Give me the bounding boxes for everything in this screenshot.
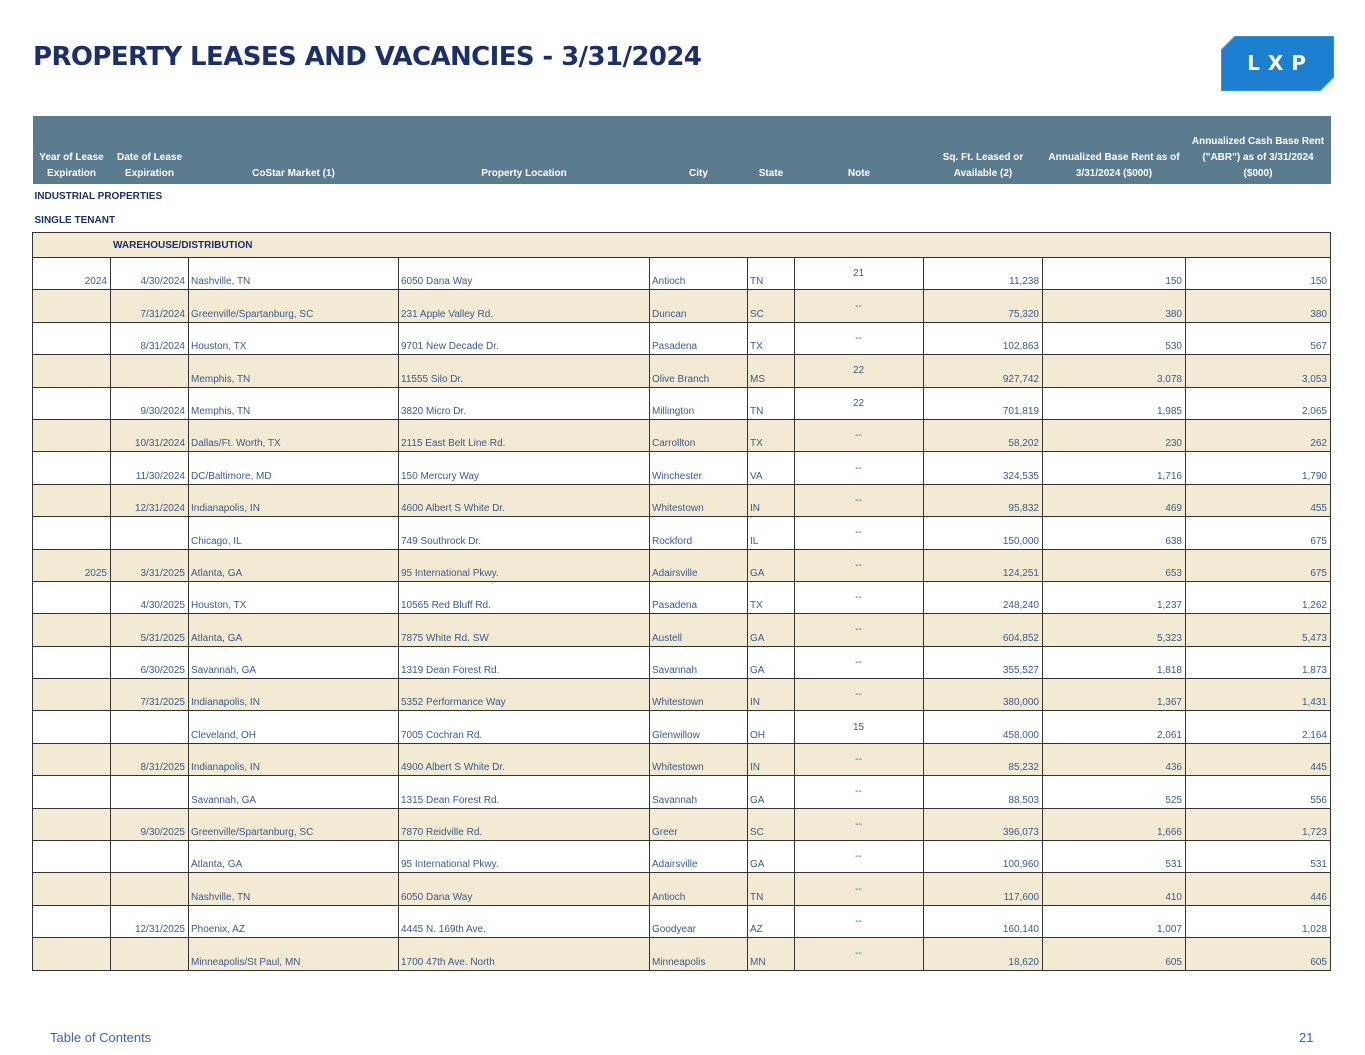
year-cell: 2024 xyxy=(33,258,111,290)
location-cell: 3820 Micro Dr. xyxy=(399,387,650,419)
state-cell: MS xyxy=(748,355,795,387)
table-row xyxy=(33,322,1331,354)
market-cell: Phoenix, AZ xyxy=(189,905,399,937)
city-cell: Austell xyxy=(650,614,748,646)
city-cell: Greer xyxy=(650,808,748,840)
sqft-cell: 380,000 xyxy=(924,679,1043,711)
col-abr-header: Annualized Base Rent as of 3/31/2024 ($000) xyxy=(1043,116,1186,184)
state-cell: IN xyxy=(748,484,795,516)
cash-abr-cell: 150 xyxy=(1186,258,1331,290)
location-cell: 7870 Reidville Rd. xyxy=(399,808,650,840)
sqft-cell: 18,620 xyxy=(924,938,1043,970)
date-cell: 8/31/2025 xyxy=(111,743,189,775)
market-cell: Atlanta, GA xyxy=(189,841,399,873)
city-cell: Adairsville xyxy=(650,841,748,873)
table-row xyxy=(33,517,1331,549)
market-cell: Indianapolis, IN xyxy=(189,743,399,775)
market-cell: Savannah, GA xyxy=(189,776,399,808)
note-cell: 21 xyxy=(795,258,924,290)
sqft-cell: 75,320 xyxy=(924,290,1043,322)
section-single-tenant-label: SINGLE TENANT xyxy=(33,208,1331,233)
year-cell xyxy=(33,841,111,873)
sqft-cell: 100,960 xyxy=(924,841,1043,873)
note-cell: -- xyxy=(795,581,924,613)
sqft-cell: 355,527 xyxy=(924,646,1043,678)
table-of-contents-link[interactable]: Table of Contents xyxy=(50,1030,152,1045)
abr-cell: 1,985 xyxy=(1043,387,1186,419)
market-cell: Houston, TX xyxy=(189,581,399,613)
note-cell: 22 xyxy=(795,387,924,419)
city-cell: Pasadena xyxy=(650,322,748,354)
table-row xyxy=(33,905,1331,937)
date-cell: 5/31/2025 xyxy=(111,614,189,646)
table-row xyxy=(33,873,1331,905)
table-row xyxy=(33,841,1331,873)
year-cell xyxy=(33,938,111,970)
header-row xyxy=(33,116,1331,184)
city-cell: Whitestown xyxy=(650,484,748,516)
state-cell: IN xyxy=(748,679,795,711)
location-cell: 1315 Dean Forest Rd. xyxy=(399,776,650,808)
lxp-logo xyxy=(1221,36,1334,91)
state-cell: GA xyxy=(748,776,795,808)
location-cell: 10565 Red Bluff Rd. xyxy=(399,581,650,613)
location-cell: 4600 Albert S White Dr. xyxy=(399,484,650,516)
location-cell: 749 Southrock Dr. xyxy=(399,517,650,549)
abr-cell: 1,666 xyxy=(1043,808,1186,840)
abr-cell: 469 xyxy=(1043,484,1186,516)
location-cell: 6050 Dana Way xyxy=(399,873,650,905)
cash-abr-cell: 3,053 xyxy=(1186,355,1331,387)
city-cell: Whitestown xyxy=(650,743,748,775)
page-number: 21 xyxy=(1299,1030,1314,1045)
date-cell: 7/31/2024 xyxy=(111,290,189,322)
location-cell: 5352 Performance Way xyxy=(399,679,650,711)
abr-cell: 1,007 xyxy=(1043,905,1186,937)
location-cell: 2115 East Belt Line Rd. xyxy=(399,419,650,451)
location-cell: 9701 New Decade Dr. xyxy=(399,322,650,354)
year-cell xyxy=(33,905,111,937)
cash-abr-cell: 380 xyxy=(1186,290,1331,322)
year-cell xyxy=(33,646,111,678)
table-row xyxy=(33,614,1331,646)
abr-cell: 1,237 xyxy=(1043,581,1186,613)
cash-abr-cell: 445 xyxy=(1186,743,1331,775)
state-cell: VA xyxy=(748,452,795,484)
cash-abr-cell: 556 xyxy=(1186,776,1331,808)
cash-abr-cell: 2,065 xyxy=(1186,387,1331,419)
cash-abr-cell: 446 xyxy=(1186,873,1331,905)
sqft-cell: 927,742 xyxy=(924,355,1043,387)
city-cell: Antioch xyxy=(650,873,748,905)
sqft-cell: 324,535 xyxy=(924,452,1043,484)
table-row xyxy=(33,581,1331,613)
table-row xyxy=(33,419,1331,451)
col-year-header: Year of Lease Expiration xyxy=(33,116,111,184)
page-title: PROPERTY LEASES AND VACANCIES - 3/31/2024 xyxy=(33,42,702,72)
table-row xyxy=(33,484,1331,516)
state-cell: OH xyxy=(748,711,795,743)
abr-cell: 653 xyxy=(1043,549,1186,581)
date-cell: 4/30/2024 xyxy=(111,258,189,290)
cash-abr-cell: 605 xyxy=(1186,938,1331,970)
logo-text: LXP xyxy=(1247,51,1314,75)
abr-cell: 1,818 xyxy=(1043,646,1186,678)
table-row xyxy=(33,290,1331,322)
city-cell: Whitestown xyxy=(650,679,748,711)
city-cell: Savannah xyxy=(650,776,748,808)
section-single-tenant xyxy=(33,208,1331,233)
year-cell xyxy=(33,808,111,840)
date-cell: 6/30/2025 xyxy=(111,646,189,678)
note-cell: -- xyxy=(795,646,924,678)
year-cell xyxy=(33,711,111,743)
location-cell: 1319 Dean Forest Rd. xyxy=(399,646,650,678)
state-cell: GA xyxy=(748,646,795,678)
note-cell: -- xyxy=(795,517,924,549)
leases-table xyxy=(32,116,1331,971)
city-cell: Carrollton xyxy=(650,419,748,451)
year-cell xyxy=(33,776,111,808)
note-cell: -- xyxy=(795,679,924,711)
date-cell xyxy=(111,776,189,808)
date-cell xyxy=(111,873,189,905)
location-cell: 11555 Silo Dr. xyxy=(399,355,650,387)
abr-cell: 531 xyxy=(1043,841,1186,873)
date-cell: 10/31/2024 xyxy=(111,419,189,451)
date-cell: 7/31/2025 xyxy=(111,679,189,711)
abr-cell: 525 xyxy=(1043,776,1186,808)
note-cell: -- xyxy=(795,808,924,840)
note-cell: -- xyxy=(795,776,924,808)
year-cell xyxy=(33,614,111,646)
state-cell: GA xyxy=(748,549,795,581)
market-cell: Atlanta, GA xyxy=(189,549,399,581)
cash-abr-cell: 567 xyxy=(1186,322,1331,354)
section-warehouse-label: WAREHOUSE/DISTRIBUTION xyxy=(33,233,1331,258)
state-cell: TN xyxy=(748,387,795,419)
sqft-cell: 604,852 xyxy=(924,614,1043,646)
location-cell: 7875 White Rd. SW xyxy=(399,614,650,646)
state-cell: SC xyxy=(748,808,795,840)
date-cell xyxy=(111,355,189,387)
section-industrial-label: INDUSTRIAL PROPERTIES xyxy=(33,184,1331,208)
table-row xyxy=(33,808,1331,840)
sqft-cell: 117,600 xyxy=(924,873,1043,905)
year-cell xyxy=(33,484,111,516)
col-note-header: Note xyxy=(795,116,924,184)
state-cell: AZ xyxy=(748,905,795,937)
city-cell: Pasadena xyxy=(650,581,748,613)
note-cell: -- xyxy=(795,743,924,775)
state-cell: TX xyxy=(748,419,795,451)
note-cell: 15 xyxy=(795,711,924,743)
year-cell xyxy=(33,679,111,711)
date-cell: 12/31/2025 xyxy=(111,905,189,937)
city-cell: Millington xyxy=(650,387,748,419)
state-cell: GA xyxy=(748,614,795,646)
col-date-header: Date of Lease Expiration xyxy=(111,116,189,184)
sqft-cell: 701,819 xyxy=(924,387,1043,419)
location-cell: 7005 Cochran Rd. xyxy=(399,711,650,743)
year-cell xyxy=(33,290,111,322)
table-row xyxy=(33,646,1331,678)
sqft-cell: 124,251 xyxy=(924,549,1043,581)
state-cell: MN xyxy=(748,938,795,970)
sqft-cell: 160,140 xyxy=(924,905,1043,937)
table-row xyxy=(33,743,1331,775)
state-cell: TX xyxy=(748,581,795,613)
city-cell: Duncan xyxy=(650,290,748,322)
col-state-header: State xyxy=(748,116,795,184)
table-row xyxy=(33,452,1331,484)
market-cell: Memphis, TN xyxy=(189,355,399,387)
market-cell: Greenville/Spartanburg, SC xyxy=(189,290,399,322)
date-cell xyxy=(111,841,189,873)
market-cell: Nashville, TN xyxy=(189,258,399,290)
year-cell xyxy=(33,452,111,484)
date-cell: 9/30/2024 xyxy=(111,387,189,419)
note-cell: -- xyxy=(795,549,924,581)
note-cell: -- xyxy=(795,614,924,646)
abr-cell: 230 xyxy=(1043,419,1186,451)
year-cell xyxy=(33,419,111,451)
city-cell: Rockford xyxy=(650,517,748,549)
location-cell: 95 International Pkwy. xyxy=(399,549,650,581)
col-city-header: City xyxy=(650,116,748,184)
cash-abr-cell: 675 xyxy=(1186,549,1331,581)
abr-cell: 410 xyxy=(1043,873,1186,905)
table-row xyxy=(33,549,1331,581)
table-row xyxy=(33,711,1331,743)
market-cell: Dallas/Ft. Worth, TX xyxy=(189,419,399,451)
table-row xyxy=(33,258,1331,290)
market-cell: Indianapolis, IN xyxy=(189,484,399,516)
note-cell: -- xyxy=(795,841,924,873)
cash-abr-cell: 455 xyxy=(1186,484,1331,516)
col-cash-abr-header: Annualized Cash Base Rent ("ABR") as of 3/31/2024 ($000) xyxy=(1186,116,1331,184)
abr-cell: 150 xyxy=(1043,258,1186,290)
cash-abr-cell: 1,431 xyxy=(1186,679,1331,711)
market-cell: Chicago, IL xyxy=(189,517,399,549)
col-location-header: Property Location xyxy=(399,116,650,184)
state-cell: TN xyxy=(748,873,795,905)
note-cell: -- xyxy=(795,419,924,451)
table-row xyxy=(33,355,1331,387)
state-cell: GA xyxy=(748,841,795,873)
table-row xyxy=(33,679,1331,711)
sqft-cell: 95,832 xyxy=(924,484,1043,516)
market-cell: DC/Baltimore, MD xyxy=(189,452,399,484)
abr-cell: 530 xyxy=(1043,322,1186,354)
year-cell xyxy=(33,581,111,613)
abr-cell: 3,078 xyxy=(1043,355,1186,387)
cash-abr-cell: 2,164 xyxy=(1186,711,1331,743)
market-cell: Greenville/Spartanburg, SC xyxy=(189,808,399,840)
date-cell: 11/30/2024 xyxy=(111,452,189,484)
abr-cell: 380 xyxy=(1043,290,1186,322)
abr-cell: 5,323 xyxy=(1043,614,1186,646)
cash-abr-cell: 1,028 xyxy=(1186,905,1331,937)
year-cell xyxy=(33,873,111,905)
date-cell: 9/30/2025 xyxy=(111,808,189,840)
note-cell: -- xyxy=(795,452,924,484)
abr-cell: 638 xyxy=(1043,517,1186,549)
table-row xyxy=(33,938,1331,970)
sqft-cell: 458,000 xyxy=(924,711,1043,743)
col-market-header: CoStar Market (1) xyxy=(189,116,399,184)
section-warehouse xyxy=(33,233,1331,258)
location-cell: 150 Mercury Way xyxy=(399,452,650,484)
cash-abr-cell: 1,262 xyxy=(1186,581,1331,613)
city-cell: Winchester xyxy=(650,452,748,484)
market-cell: Memphis, TN xyxy=(189,387,399,419)
abr-cell: 1,367 xyxy=(1043,679,1186,711)
location-cell: 1700 47th Ave. North xyxy=(399,938,650,970)
cash-abr-cell: 262 xyxy=(1186,419,1331,451)
market-cell: Minneapolis/St Paul, MN xyxy=(189,938,399,970)
city-cell: Adairsville xyxy=(650,549,748,581)
location-cell: 231 Apple Valley Rd. xyxy=(399,290,650,322)
cash-abr-cell: 531 xyxy=(1186,841,1331,873)
sqft-cell: 11,238 xyxy=(924,258,1043,290)
cash-abr-cell: 1,873 xyxy=(1186,646,1331,678)
section-industrial xyxy=(33,184,1331,208)
note-cell: -- xyxy=(795,290,924,322)
cash-abr-cell: 1,723 xyxy=(1186,808,1331,840)
note-cell: -- xyxy=(795,322,924,354)
city-cell: Minneapolis xyxy=(650,938,748,970)
sqft-cell: 85,232 xyxy=(924,743,1043,775)
location-cell: 4445 N. 169th Ave. xyxy=(399,905,650,937)
date-cell xyxy=(111,711,189,743)
sqft-cell: 150,000 xyxy=(924,517,1043,549)
note-cell: -- xyxy=(795,873,924,905)
location-cell: 95 International Pkwy. xyxy=(399,841,650,873)
note-cell: -- xyxy=(795,484,924,516)
market-cell: Houston, TX xyxy=(189,322,399,354)
date-cell xyxy=(111,938,189,970)
market-cell: Cleveland, OH xyxy=(189,711,399,743)
date-cell: 4/30/2025 xyxy=(111,581,189,613)
state-cell: TN xyxy=(748,258,795,290)
date-cell: 8/31/2024 xyxy=(111,322,189,354)
year-cell xyxy=(33,322,111,354)
note-cell: 22 xyxy=(795,355,924,387)
location-cell: 4900 Albert S White Dr. xyxy=(399,743,650,775)
cash-abr-cell: 1,790 xyxy=(1186,452,1331,484)
location-cell: 6050 Dana Way xyxy=(399,258,650,290)
date-cell: 3/31/2025 xyxy=(111,549,189,581)
sqft-cell: 102,863 xyxy=(924,322,1043,354)
city-cell: Goodyear xyxy=(650,905,748,937)
cash-abr-cell: 5,473 xyxy=(1186,614,1331,646)
market-cell: Savannah, GA xyxy=(189,646,399,678)
market-cell: Indianapolis, IN xyxy=(189,679,399,711)
sqft-cell: 248,240 xyxy=(924,581,1043,613)
market-cell: Nashville, TN xyxy=(189,873,399,905)
sqft-cell: 58,202 xyxy=(924,419,1043,451)
year-cell xyxy=(33,743,111,775)
date-cell: 12/31/2024 xyxy=(111,484,189,516)
sqft-cell: 396,073 xyxy=(924,808,1043,840)
note-cell: -- xyxy=(795,905,924,937)
abr-cell: 2,061 xyxy=(1043,711,1186,743)
date-cell xyxy=(111,517,189,549)
city-cell: Olive Branch xyxy=(650,355,748,387)
state-cell: SC xyxy=(748,290,795,322)
year-cell xyxy=(33,355,111,387)
city-cell: Antioch xyxy=(650,258,748,290)
year-cell: 2025 xyxy=(33,549,111,581)
abr-cell: 1,716 xyxy=(1043,452,1186,484)
abr-cell: 436 xyxy=(1043,743,1186,775)
state-cell: IN xyxy=(748,743,795,775)
state-cell: IL xyxy=(748,517,795,549)
abr-cell: 605 xyxy=(1043,938,1186,970)
note-cell: -- xyxy=(795,938,924,970)
year-cell xyxy=(33,387,111,419)
col-sqft-header: Sq. Ft. Leased or Available (2) xyxy=(924,116,1043,184)
year-cell xyxy=(33,517,111,549)
state-cell: TX xyxy=(748,322,795,354)
sqft-cell: 88,503 xyxy=(924,776,1043,808)
city-cell: Glenwillow xyxy=(650,711,748,743)
city-cell: Savannah xyxy=(650,646,748,678)
market-cell: Atlanta, GA xyxy=(189,614,399,646)
cash-abr-cell: 675 xyxy=(1186,517,1331,549)
table-row xyxy=(33,776,1331,808)
table-row xyxy=(33,387,1331,419)
